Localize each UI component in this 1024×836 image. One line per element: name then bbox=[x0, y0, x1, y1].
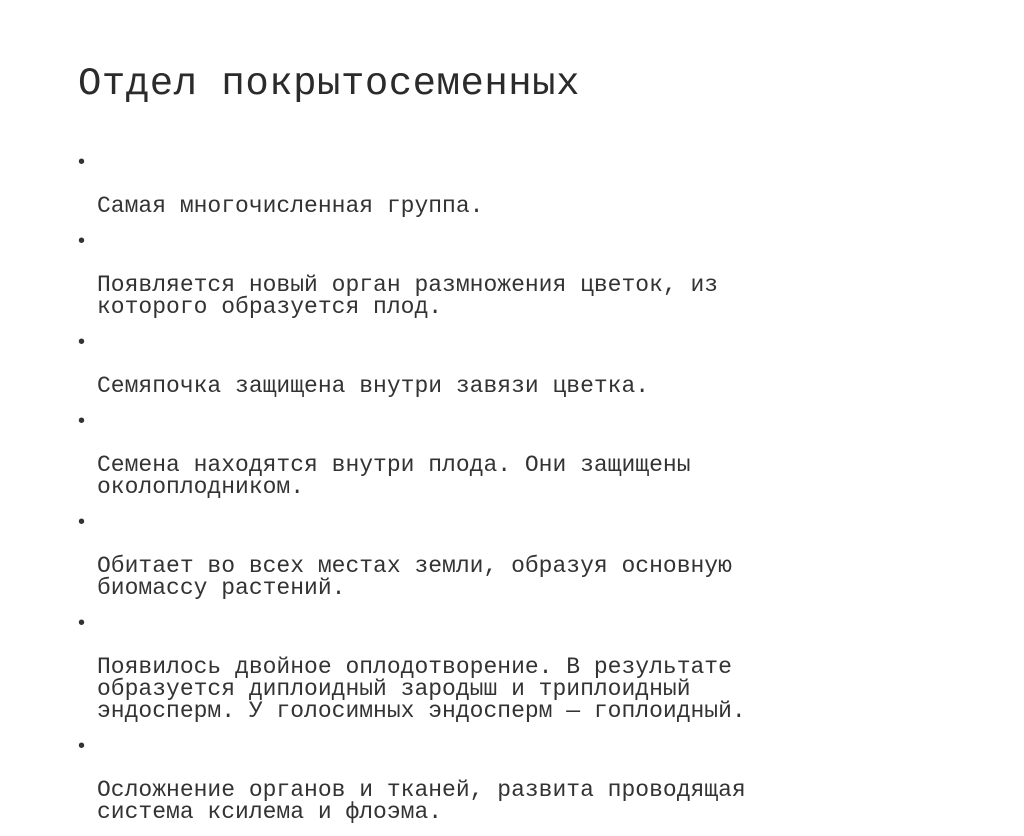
bullet-item bbox=[78, 151, 978, 217]
bullet-text: Самая многочисленная группа. bbox=[97, 193, 484, 219]
bullet-item bbox=[78, 612, 978, 722]
bullet-text: Появилось двойное оплодотворение. В результате образуется диплоидный зародыш и триплоидный эндосперм. У голосимных эндосперм — гоплоидный. bbox=[97, 654, 746, 724]
bullet-dot-icon: • bbox=[78, 331, 86, 353]
bullet-dot-icon: • bbox=[78, 151, 86, 173]
bullet-text: Семена находятся внутри плода. Они защищены околоплодником. bbox=[97, 452, 691, 500]
bullet-dot-icon: • bbox=[78, 511, 86, 533]
bullet-text: Семяпочка защищена внутри завязи цветка. bbox=[97, 373, 650, 399]
bullet-item bbox=[78, 735, 978, 823]
bullet-item bbox=[78, 230, 978, 318]
slide-title: Отдел покрытосеменных bbox=[78, 62, 580, 106]
bullet-dot-icon: • bbox=[78, 612, 86, 634]
bullet-item bbox=[78, 410, 978, 498]
bullet-text: Обитает во всех местах земли, образуя основную биомассу растений. bbox=[97, 553, 732, 601]
bullet-text: Появляется новый орган размножения цветок, из которого образуется плод. bbox=[97, 272, 719, 320]
bullet-dot-icon: • bbox=[78, 410, 86, 432]
bullet-item bbox=[78, 331, 978, 397]
bullet-dot-icon: • bbox=[78, 230, 86, 252]
bullet-text: Осложнение органов и тканей, развита проводящая система ксилема и флоэма. bbox=[97, 777, 746, 825]
bullet-list bbox=[78, 151, 978, 836]
bullet-item bbox=[78, 511, 978, 599]
bullet-dot-icon: • bbox=[78, 735, 86, 757]
